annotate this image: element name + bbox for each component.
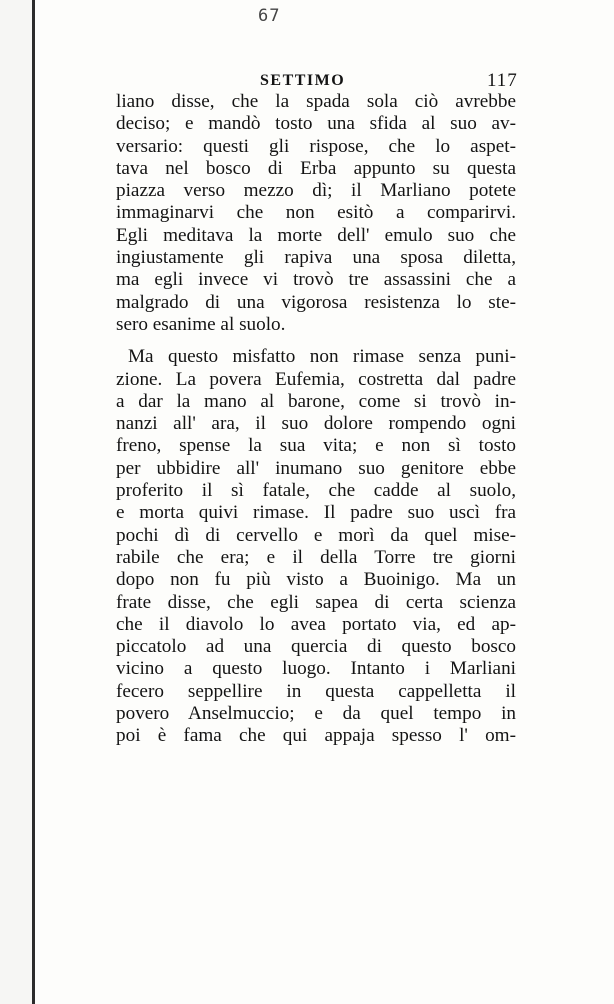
text-line: frate disse, che egli sapea di certa scienza: [116, 591, 516, 613]
text-line: pochi dì di cervello e morì da quel mise-: [116, 524, 516, 546]
text-line: e morta quivi rimase. Il padre suo uscì fra: [116, 502, 516, 524]
text-line: freno, spense la sua vita; e non sì tosto: [116, 435, 516, 457]
gutter-shadow: [0, 0, 32, 1004]
text-line: immaginarvi che non esitò a comparirvi.: [116, 202, 516, 224]
text-line: ingiustamente gli rapiva una sposa diletta,: [116, 247, 516, 269]
text-line: dopo non fu più visto a Buoinigo. Ma un: [116, 569, 516, 591]
text-line: Ma questo misfatto non rimase senza puni-: [128, 346, 516, 368]
text-line: tava nel bosco di Erba appunto su questa: [116, 157, 516, 179]
text-line: per ubbidire all' inumano suo genitore ebbe: [116, 457, 516, 479]
text-line: malgrado di una vigorosa resistenza lo ste-: [116, 291, 516, 313]
library-stamp: 67: [258, 6, 281, 26]
text-line: piccatolo ad una quercia di questo bosco: [116, 636, 516, 658]
text-line: povero Anselmuccio; e da quel tempo in: [116, 703, 516, 725]
page-number: 117: [487, 70, 518, 91]
text-line: piazza verso mezzo dì; il Marliano potete: [116, 180, 516, 202]
text-line: sero esanime al suolo.: [116, 313, 286, 335]
body-text: [116, 91, 516, 748]
text-line: liano disse, che la spada sola ciò avrebbe: [116, 91, 516, 112]
paragraph-gap: [116, 336, 516, 346]
text-line: che il diavolo lo avea portato via, ed ap-: [116, 613, 516, 635]
text-line: deciso; e mandò tosto una sfida al suo av-: [116, 113, 516, 135]
text-line: nanzi all' ara, il suo dolore rompendo ogni: [116, 413, 516, 435]
text-line: poi è fama che qui appaja spesso l' om-: [116, 725, 516, 747]
running-head: SETTIMO: [260, 72, 346, 89]
paragraph-2: [116, 346, 516, 747]
text-line: rabile che era; e il della Torre tre giorni: [116, 546, 516, 568]
text-line: vicino a questo luogo. Intanto i Marliani: [116, 658, 516, 680]
text-line: Egli meditava la morte dell' emulo suo che: [116, 224, 516, 246]
paragraph-1: [116, 91, 516, 336]
text-line: fecero seppellire in questa cappelletta il: [116, 680, 516, 702]
text-line: zione. La povera Eufemia, costretta dal padre: [116, 368, 516, 390]
text-line: a dar la mano al barone, come si trovò in-: [116, 390, 516, 412]
text-line: versario: questi gli rispose, che lo aspet-: [116, 135, 516, 157]
text-line: ma egli invece vi trovò tre assassini che a: [116, 269, 516, 291]
text-line: proferito il sì fatale, che cadde al suolo,: [116, 480, 516, 502]
page-gutter-edge: [32, 0, 35, 1004]
